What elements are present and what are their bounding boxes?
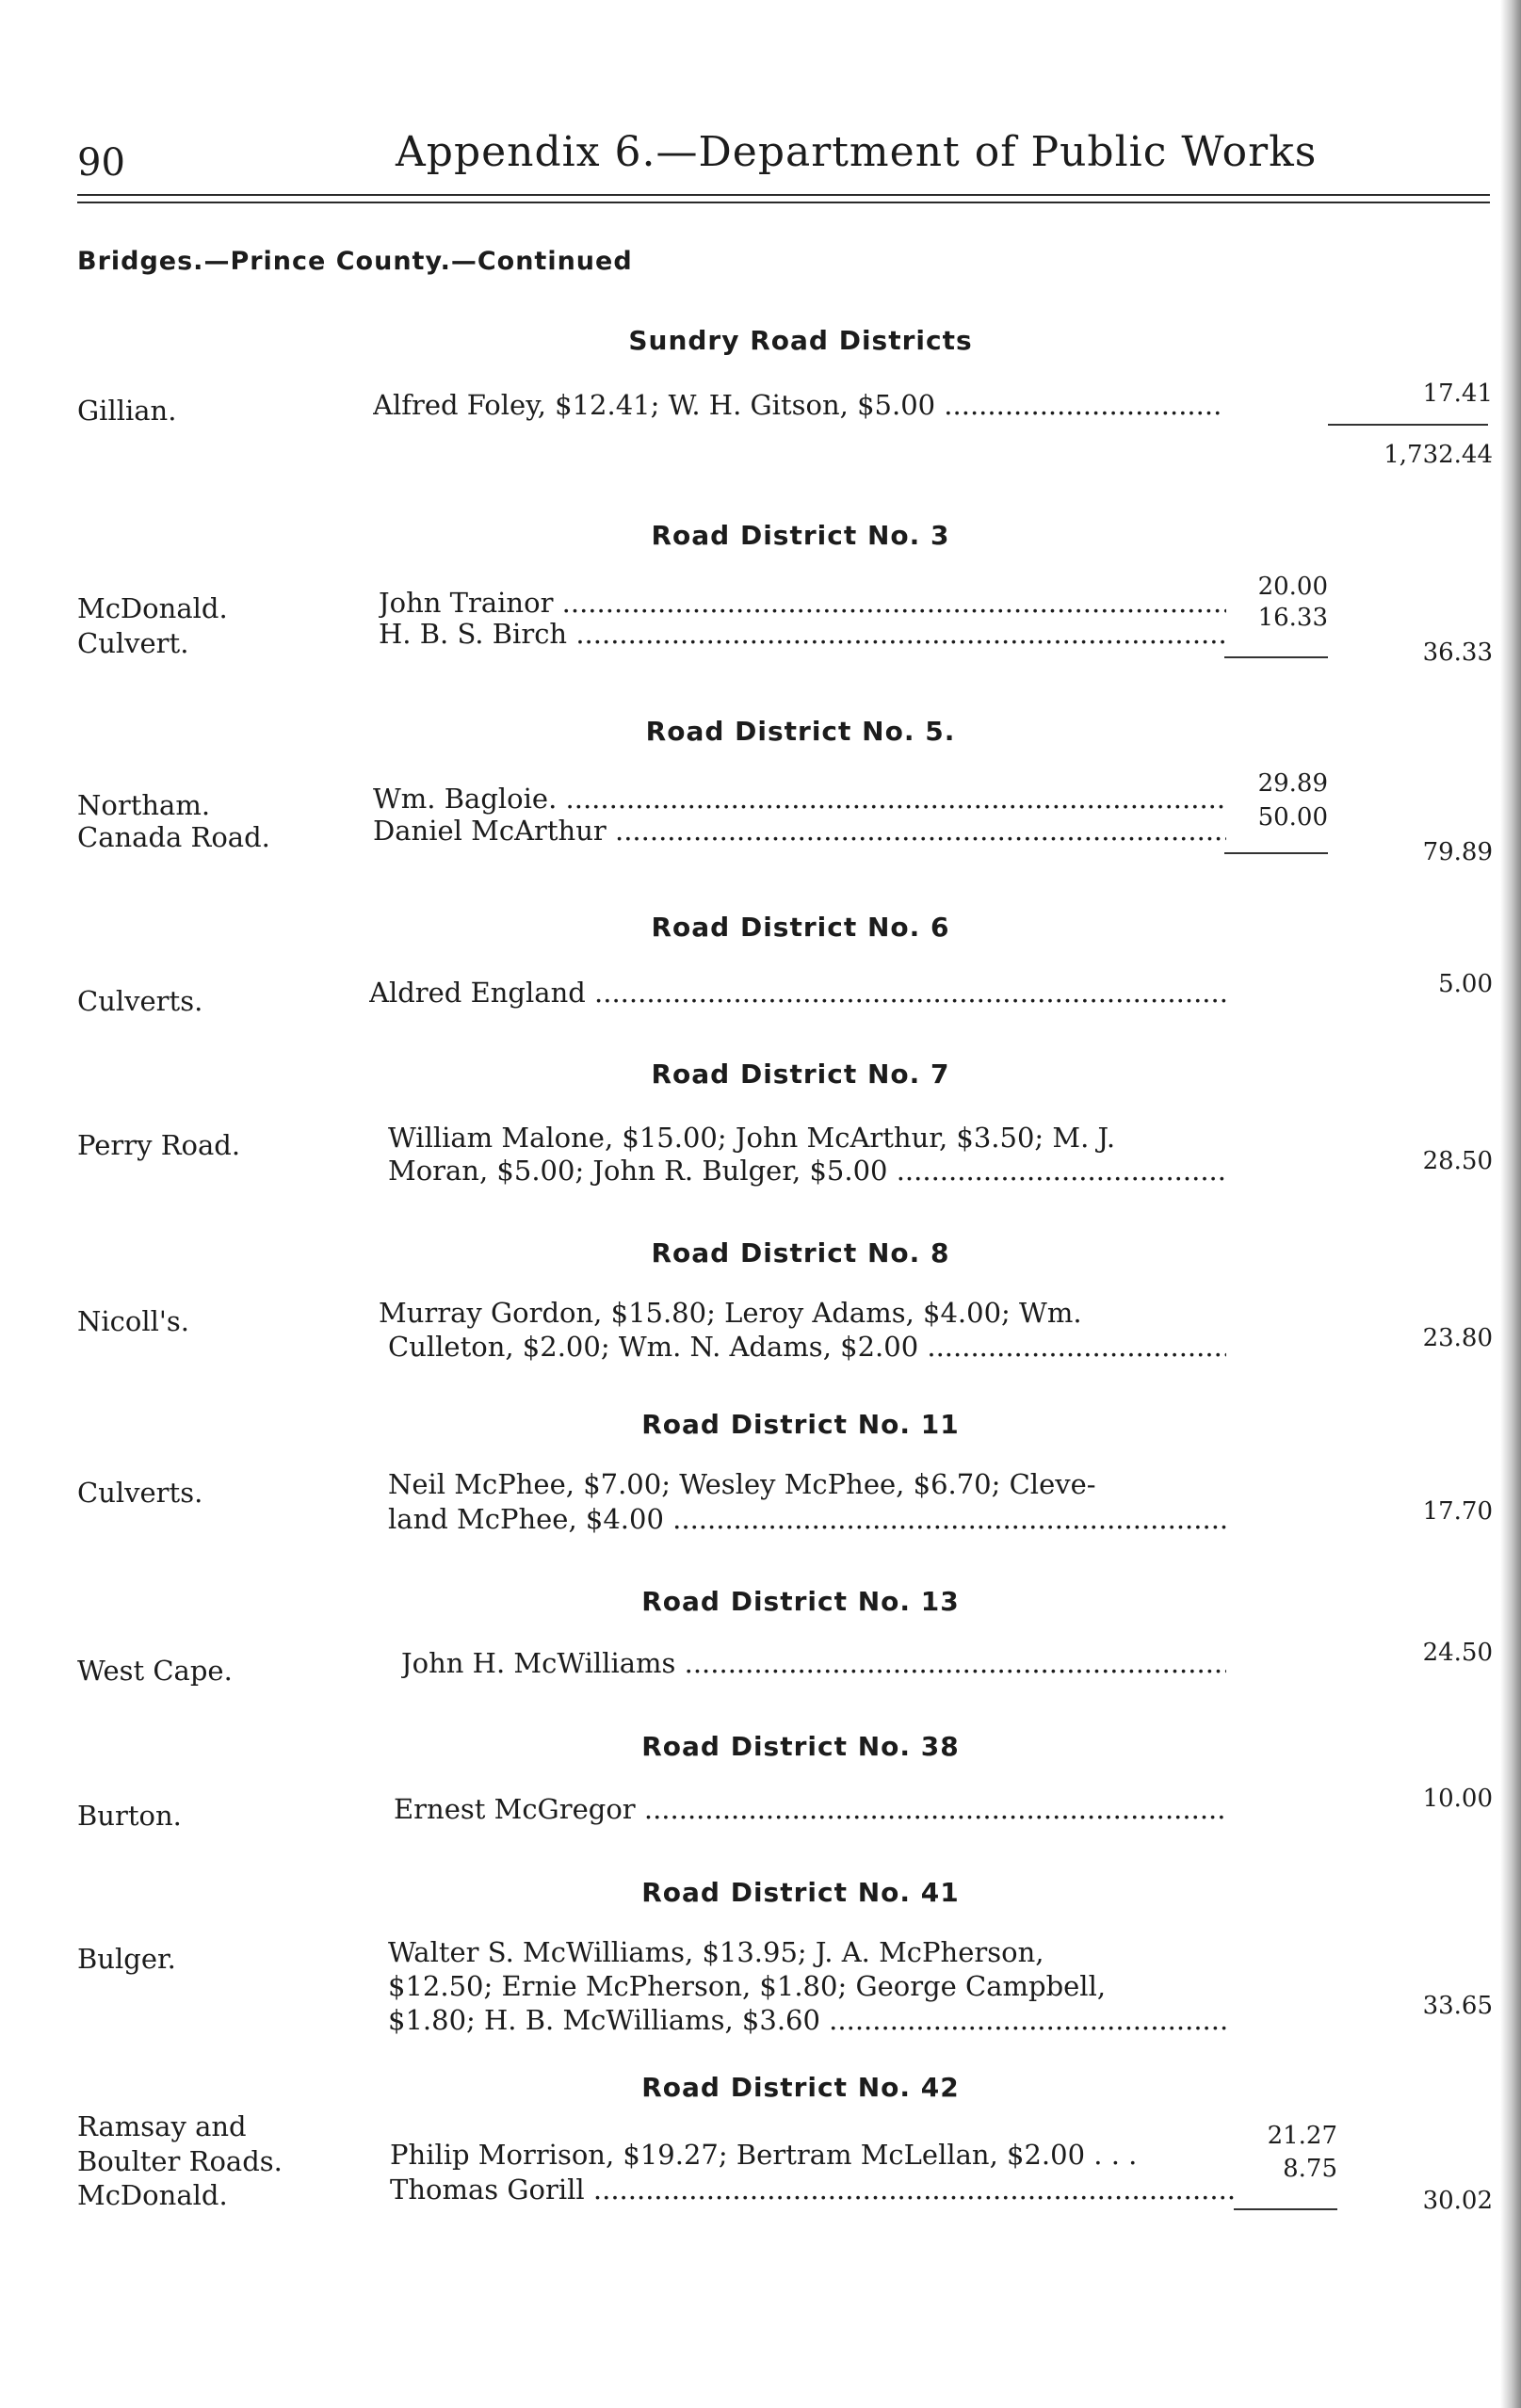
payee-entry: Moran, $5.00; John R. Bulger, $5.00 ..... xyxy=(388,1154,1226,1188)
amount-total: 24.50 xyxy=(1422,1639,1493,1667)
sum-rule xyxy=(1234,2208,1337,2210)
payee-entry: Daniel McArthur ..... xyxy=(373,814,1226,848)
location-label: Bulger. xyxy=(77,1943,176,1975)
district-heading: Road District No. 8 xyxy=(651,1237,950,1269)
district-heading: Road District No. 7 xyxy=(651,1059,950,1090)
amount-total: 23.80 xyxy=(1422,1324,1493,1352)
running-title: Appendix 6.—Department of Public Works xyxy=(396,128,1318,176)
payee-entry: land McPhee, $4.00 ..... xyxy=(388,1502,1226,1537)
sub-amount: 21.27 xyxy=(1267,2122,1337,2150)
location-label: Burton. xyxy=(77,1800,182,1832)
district-heading: Road District No. 42 xyxy=(641,2072,960,2103)
sum-rule xyxy=(1224,656,1328,658)
sum-rule xyxy=(1224,852,1328,854)
district-heading: Road District No. 13 xyxy=(641,1586,960,1617)
amount-total: 17.41 xyxy=(1422,380,1493,408)
amount-total: 17.70 xyxy=(1422,1497,1493,1526)
location-label: Ramsay and xyxy=(77,2110,247,2142)
payee-entry: Ernest McGregor ..... xyxy=(394,1792,1226,1827)
location-label: Northam. xyxy=(77,789,211,821)
sub-amount: 29.89 xyxy=(1257,769,1328,798)
district-heading: Road District No. 11 xyxy=(641,1409,960,1440)
location-label: Perry Road. xyxy=(77,1129,241,1161)
sub-amount: 50.00 xyxy=(1257,803,1328,832)
sundry-heading: Sundry Road Districts xyxy=(628,325,973,356)
district-heading: Road District No. 3 xyxy=(651,520,950,551)
payee-entry: Walter S. McWilliams, $13.95; J. A. McPherson, xyxy=(388,1936,1044,1968)
running-total: 1,732.44 xyxy=(1383,441,1493,469)
header-rule-top xyxy=(77,194,1490,196)
page-number: 90 xyxy=(77,141,125,185)
payee-entry: $1.80; H. B. McWilliams, $3.60 ..... xyxy=(388,2003,1226,2038)
book-spine-shadow xyxy=(1500,0,1521,2408)
amount-total: 30.02 xyxy=(1422,2187,1493,2215)
amount-total: 10.00 xyxy=(1422,1785,1493,1813)
district-heading: Road District No. 41 xyxy=(641,1877,960,1908)
amount-total: 5.00 xyxy=(1438,970,1493,998)
location-label: McDonald. xyxy=(77,592,228,624)
sub-amount: 16.33 xyxy=(1257,604,1328,632)
payee-entry: John H. McWilliams ..... xyxy=(401,1646,1226,1681)
location-label: Canada Road. xyxy=(77,821,270,853)
sum-rule xyxy=(1328,424,1488,426)
location-label: Culverts. xyxy=(77,1477,203,1509)
payee-entry: Aldred England ..... xyxy=(369,976,1226,1010)
payee-entry: $12.50; Ernie McPherson, $1.80; George Campbell, xyxy=(388,1970,1107,2002)
district-heading: Road District No. 6 xyxy=(651,912,950,943)
payee-entry: Culleton, $2.00; Wm. N. Adams, $2.00 ..... xyxy=(388,1330,1226,1365)
payee-entry: Wm. Bagloie. ..... xyxy=(373,782,1226,816)
header-rule-bottom xyxy=(77,202,1490,203)
payee-entry: Murray Gordon, $15.80; Leroy Adams, $4.00; Wm. xyxy=(379,1297,1082,1329)
payee-entry: Alfred Foley, $12.41; W. H. Gitson, $5.00 ..... xyxy=(373,388,1224,423)
amount-total: 79.89 xyxy=(1422,838,1493,866)
continued-heading: Bridges.—Prince County.—Continued xyxy=(77,247,633,276)
location-label: Culvert. xyxy=(77,627,189,659)
location-label: West Cape. xyxy=(77,1655,233,1687)
location-label: Nicoll's. xyxy=(77,1305,189,1337)
amount-total: 33.65 xyxy=(1422,1992,1493,2020)
location-label: Boulter Roads. xyxy=(77,2145,283,2177)
amount-total: 36.33 xyxy=(1422,638,1493,667)
sub-amount: 8.75 xyxy=(1283,2155,1337,2183)
district-heading: Road District No. 38 xyxy=(641,1731,960,1762)
sub-amount: 20.00 xyxy=(1257,573,1328,601)
payee-entry: Philip Morrison, $19.27; Bertram McLellan, $2.00 . . . xyxy=(390,2139,1138,2171)
location-label: Gillian. xyxy=(77,395,177,427)
payee-entry: Thomas Gorill ..... xyxy=(390,2173,1234,2207)
location-label: McDonald. xyxy=(77,2179,228,2211)
payee-entry: H. B. S. Birch ..... xyxy=(379,617,1226,652)
payee-entry: William Malone, $15.00; John McArthur, $3.50; M. J. xyxy=(388,1122,1116,1154)
location-label: Culverts. xyxy=(77,985,203,1017)
district-heading: Road District No. 5. xyxy=(645,716,956,747)
payee-entry: John Trainor ..... xyxy=(379,586,1226,621)
amount-total: 28.50 xyxy=(1422,1147,1493,1175)
payee-entry: Neil McPhee, $7.00; Wesley McPhee, $6.70; Cleve- xyxy=(388,1468,1096,1500)
